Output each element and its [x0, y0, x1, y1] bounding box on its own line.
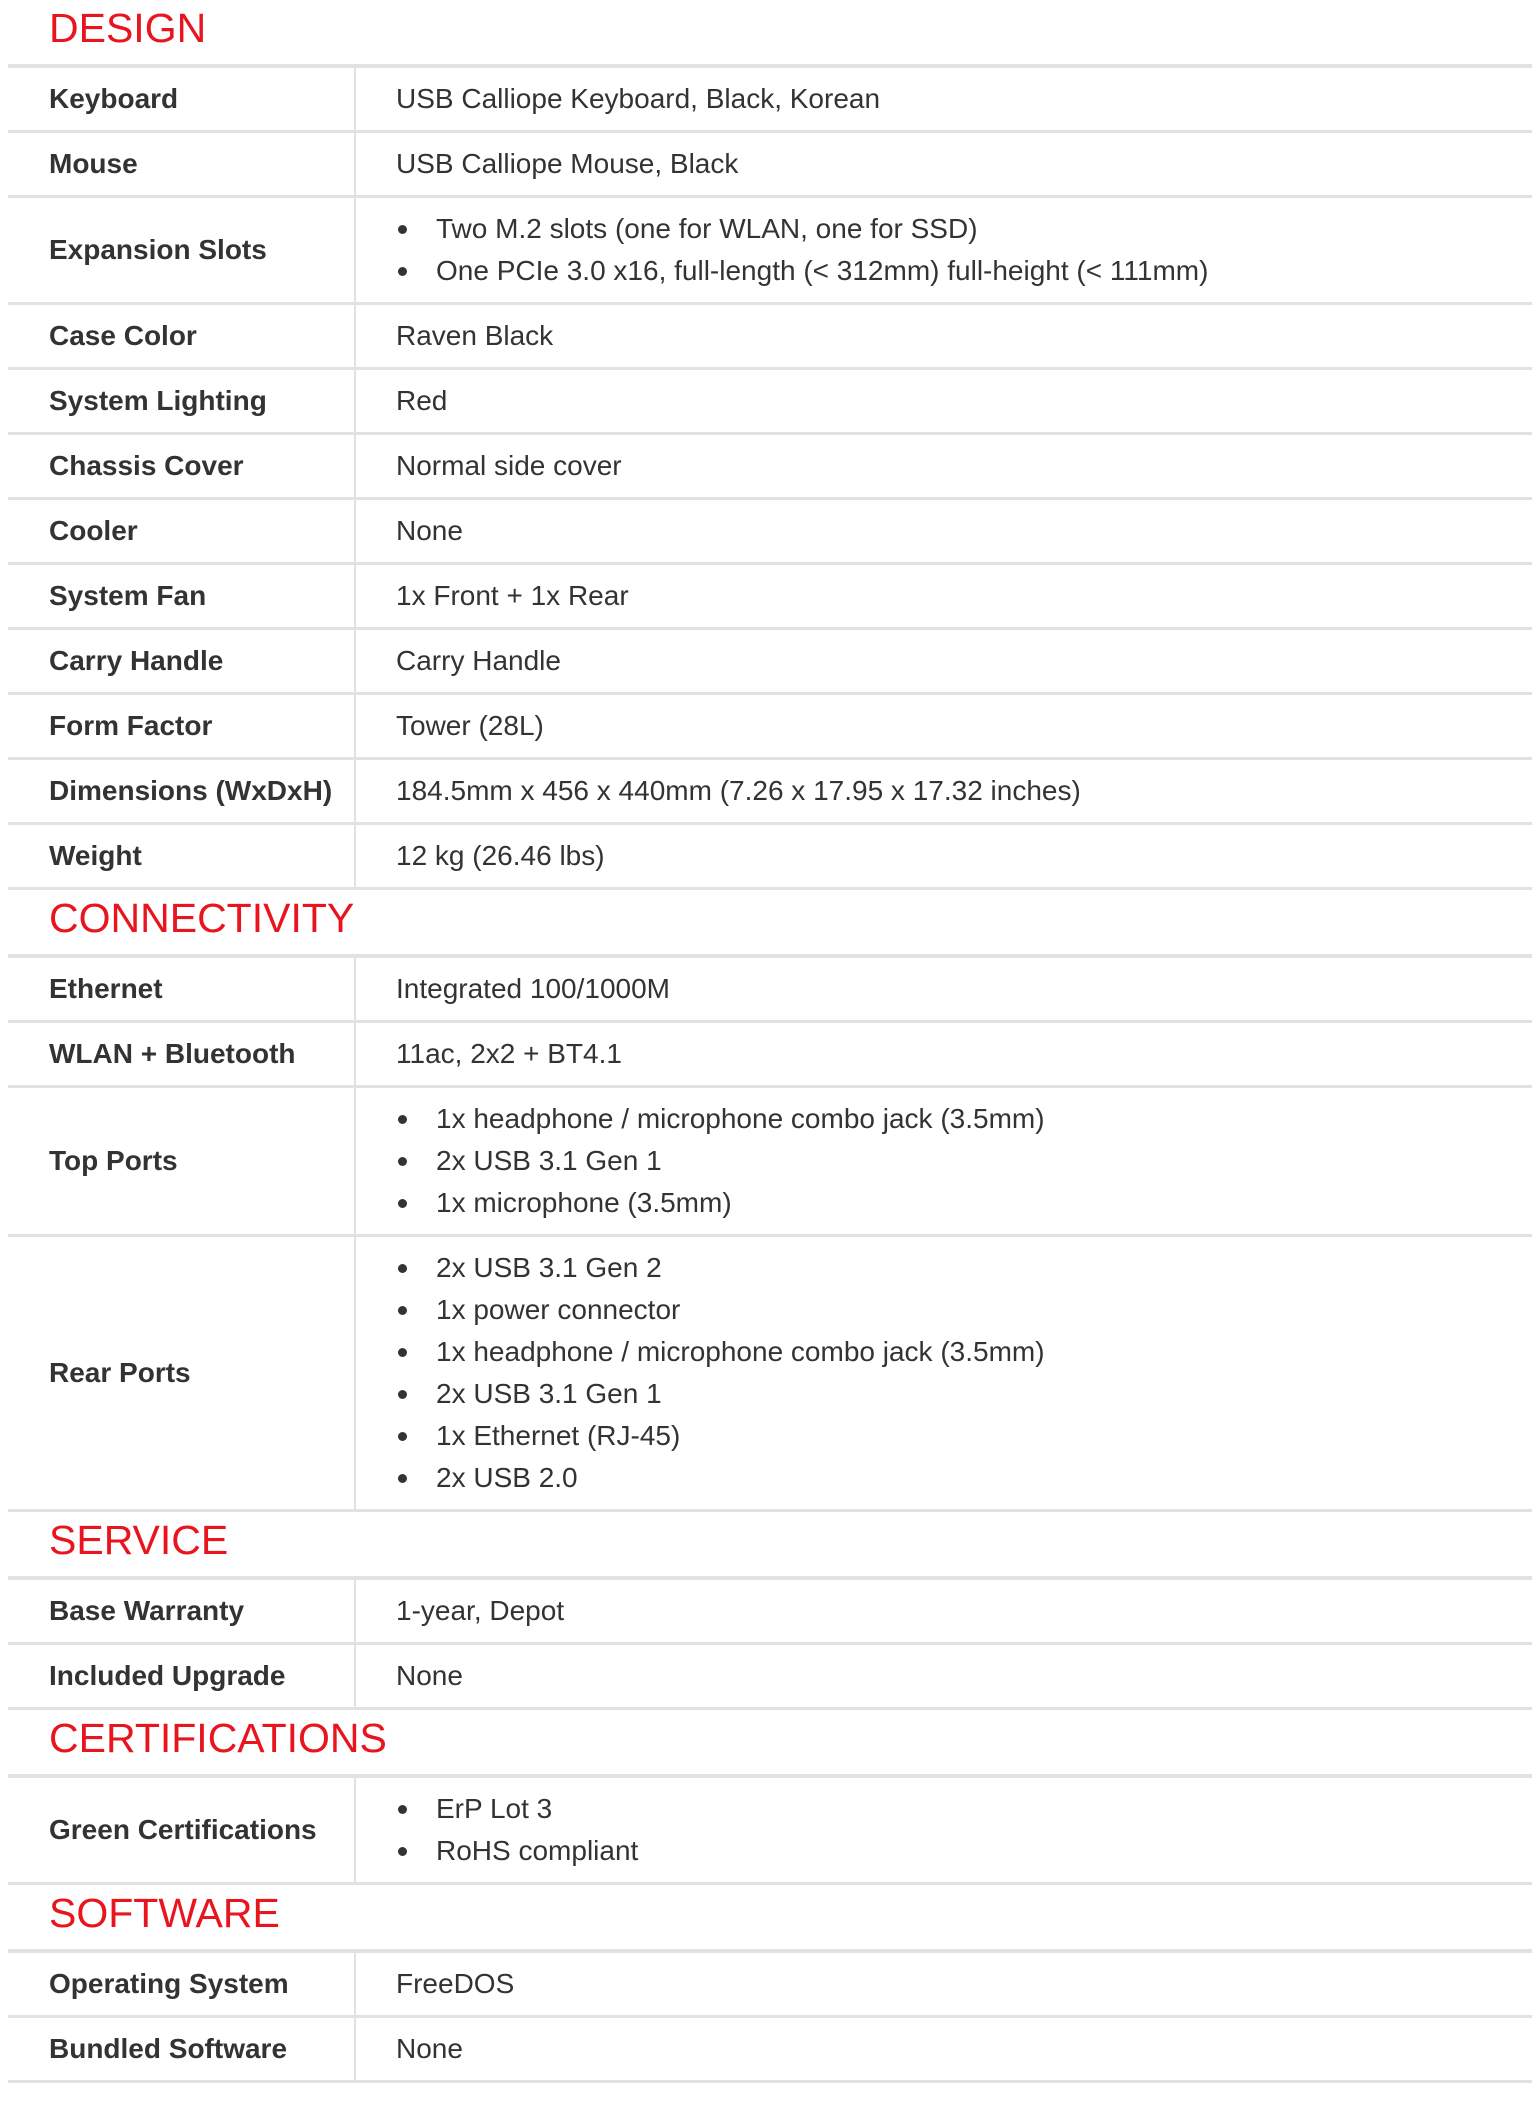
spec-label: Weight [8, 824, 355, 889]
list-item: 1x headphone / microphone combo jack (3.5mm) [396, 1331, 1532, 1373]
spec-row [8, 1087, 1532, 1236]
spec-row [8, 304, 1532, 369]
list-item: 1x power connector [396, 1289, 1532, 1331]
spec-table [8, 1953, 1532, 2083]
spec-value-list [355, 1236, 1532, 1511]
spec-value: USB Calliope Mouse, Black [355, 132, 1532, 197]
list-item: 2x USB 3.1 Gen 2 [396, 1247, 1532, 1289]
spec-label: Ethernet [8, 958, 355, 1022]
spec-row [8, 369, 1532, 434]
spec-value-list [355, 1778, 1532, 1884]
bullet-list [396, 1098, 1532, 1224]
spec-row [8, 759, 1532, 824]
spec-section-certifications [8, 1710, 1532, 1885]
spec-row [8, 68, 1532, 132]
spec-value: Carry Handle [355, 629, 1532, 694]
spec-value: 11ac, 2x2 + BT4.1 [355, 1022, 1532, 1087]
spec-row [8, 499, 1532, 564]
spec-row [8, 1580, 1532, 1644]
section-title: DESIGN [8, 0, 1532, 68]
spec-label: System Fan [8, 564, 355, 629]
spec-value: 184.5mm x 456 x 440mm (7.26 x 17.95 x 17.32 inches) [355, 759, 1532, 824]
spec-row [8, 197, 1532, 304]
spec-row [8, 2017, 1532, 2082]
spec-row [8, 434, 1532, 499]
spec-label: Green Certifications [8, 1778, 355, 1884]
spec-label: Chassis Cover [8, 434, 355, 499]
spec-value: Normal side cover [355, 434, 1532, 499]
spec-value: Tower (28L) [355, 694, 1532, 759]
list-item: Two M.2 slots (one for WLAN, one for SSD) [396, 208, 1532, 250]
spec-label: Case Color [8, 304, 355, 369]
spec-row [8, 1022, 1532, 1087]
spec-value-list [355, 197, 1532, 304]
spec-section-design [8, 0, 1532, 890]
spec-value: None [355, 2017, 1532, 2082]
spec-label: Mouse [8, 132, 355, 197]
list-item: 1x microphone (3.5mm) [396, 1182, 1532, 1224]
spec-row [8, 564, 1532, 629]
list-item: 2x USB 2.0 [396, 1457, 1532, 1499]
spec-value: Integrated 100/1000M [355, 958, 1532, 1022]
spec-label: WLAN + Bluetooth [8, 1022, 355, 1087]
spec-row [8, 824, 1532, 889]
spec-label: Base Warranty [8, 1580, 355, 1644]
spec-value: Red [355, 369, 1532, 434]
spec-row [8, 958, 1532, 1022]
list-item: 1x Ethernet (RJ-45) [396, 1415, 1532, 1457]
list-item: ErP Lot 3 [396, 1788, 1532, 1830]
bullet-list [396, 1247, 1532, 1499]
spec-label: System Lighting [8, 369, 355, 434]
list-item: 1x headphone / microphone combo jack (3.5mm) [396, 1098, 1532, 1140]
section-title: SERVICE [8, 1512, 1532, 1580]
spec-value: None [355, 499, 1532, 564]
list-item: 2x USB 3.1 Gen 1 [396, 1373, 1532, 1415]
bullet-list [396, 208, 1532, 292]
spec-value: Raven Black [355, 304, 1532, 369]
spec-value: 1-year, Depot [355, 1580, 1532, 1644]
spec-label: Rear Ports [8, 1236, 355, 1511]
bullet-list [396, 1788, 1532, 1872]
spec-label: Bundled Software [8, 2017, 355, 2082]
spec-section-connectivity [8, 890, 1532, 1512]
spec-label: Top Ports [8, 1087, 355, 1236]
spec-table [8, 68, 1532, 890]
spec-table [8, 1580, 1532, 1710]
spec-value: FreeDOS [355, 1953, 1532, 2017]
spec-table [8, 1778, 1532, 1885]
spec-value: USB Calliope Keyboard, Black, Korean [355, 68, 1532, 132]
spec-label: Cooler [8, 499, 355, 564]
spec-table [8, 958, 1532, 1512]
section-title: CONNECTIVITY [8, 890, 1532, 958]
spec-section-service [8, 1512, 1532, 1710]
spec-label: Form Factor [8, 694, 355, 759]
list-item: 2x USB 3.1 Gen 1 [396, 1140, 1532, 1182]
section-title: CERTIFICATIONS [8, 1710, 1532, 1778]
spec-label: Keyboard [8, 68, 355, 132]
list-item: RoHS compliant [396, 1830, 1532, 1872]
spec-label: Carry Handle [8, 629, 355, 694]
spec-row [8, 1953, 1532, 2017]
spec-value: 12 kg (26.46 lbs) [355, 824, 1532, 889]
spec-row [8, 1778, 1532, 1884]
spec-row [8, 694, 1532, 759]
spec-row [8, 1644, 1532, 1709]
spec-label: Operating System [8, 1953, 355, 2017]
spec-row [8, 132, 1532, 197]
spec-value-list [355, 1087, 1532, 1236]
section-title: SOFTWARE [8, 1885, 1532, 1953]
spec-label: Dimensions (WxDxH) [8, 759, 355, 824]
spec-value: None [355, 1644, 1532, 1709]
spec-row [8, 629, 1532, 694]
spec-value: 1x Front + 1x Rear [355, 564, 1532, 629]
spec-row [8, 1236, 1532, 1511]
spec-label: Included Upgrade [8, 1644, 355, 1709]
list-item: One PCIe 3.0 x16, full-length (< 312mm) full-height (< 111mm) [396, 250, 1532, 292]
spec-label: Expansion Slots [8, 197, 355, 304]
spec-section-software [8, 1885, 1532, 2083]
